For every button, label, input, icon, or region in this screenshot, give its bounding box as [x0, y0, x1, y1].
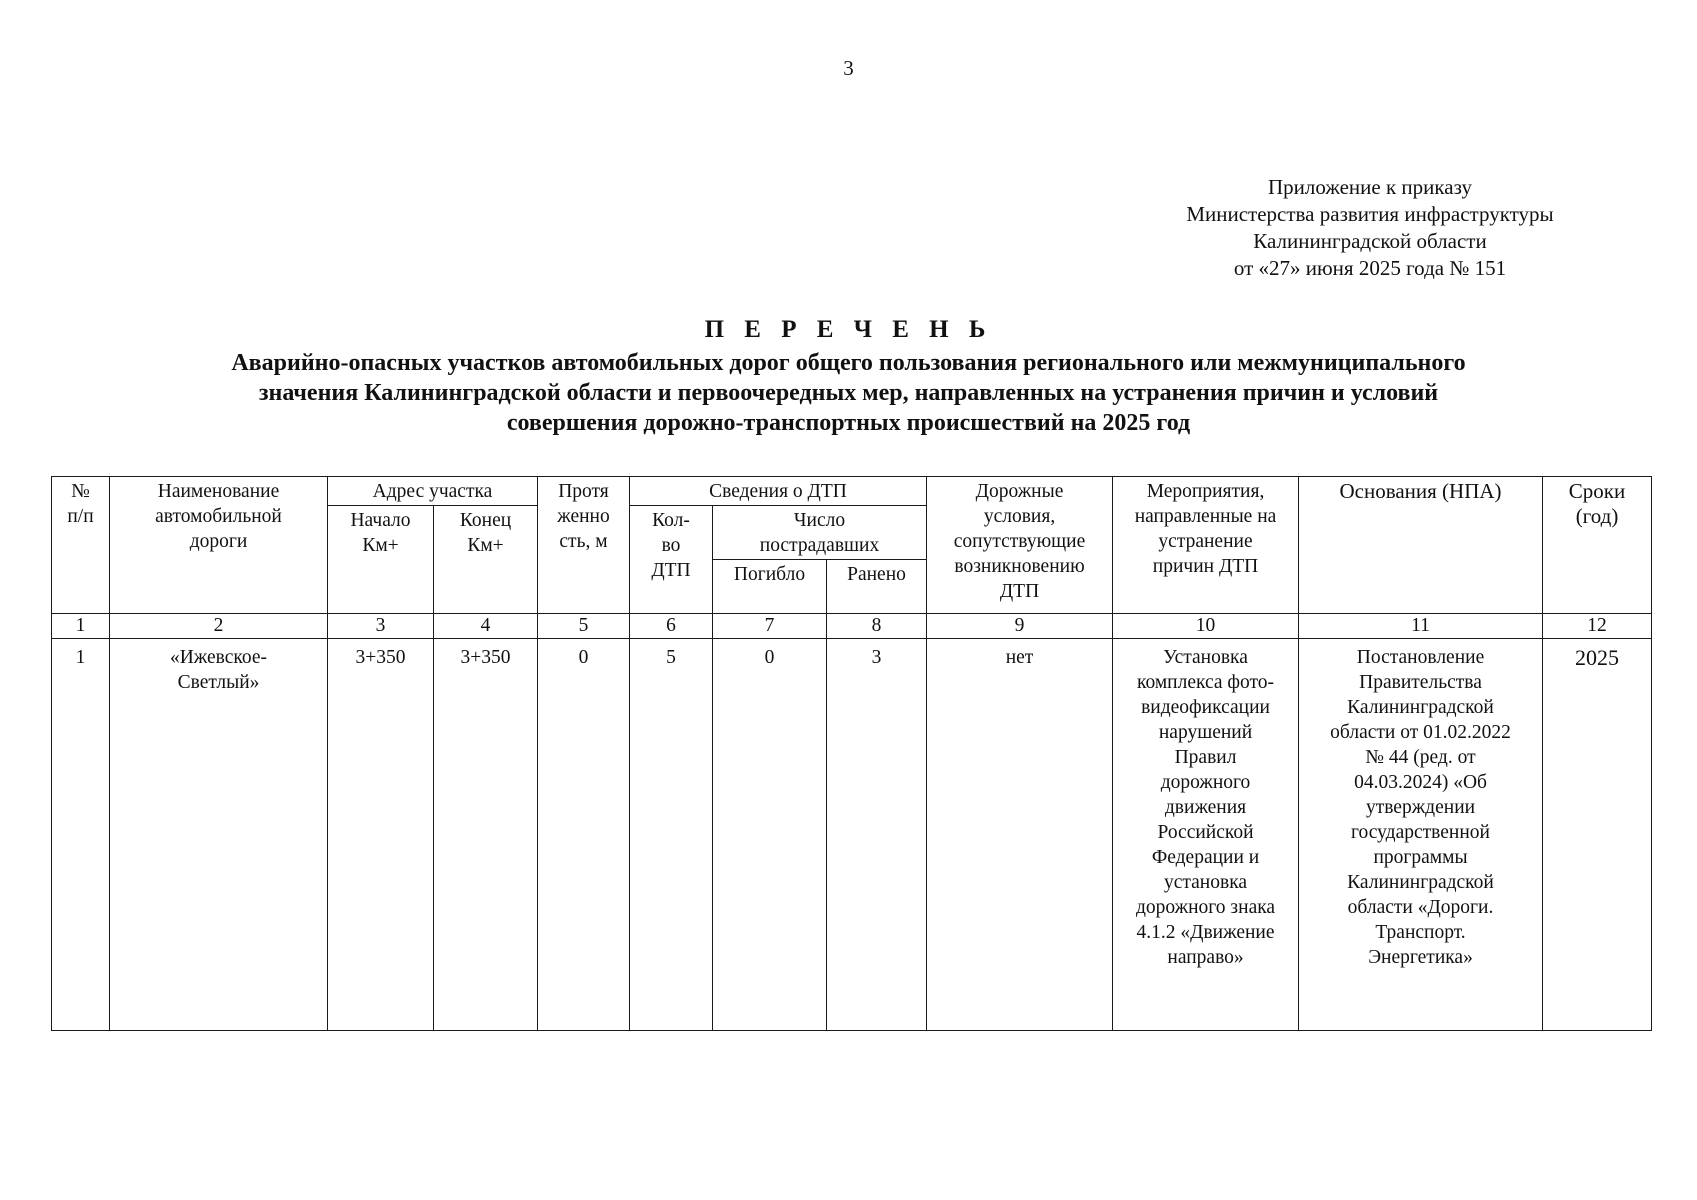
header-length: Протя женно сть, м [538, 477, 630, 614]
cell-end: 3+350 [434, 639, 538, 1031]
header-measures: Мероприятия, направленные на устранение причин ДТП [1113, 477, 1299, 614]
header-address: Адрес участка [328, 477, 538, 506]
header-road-name: Наименование автомобильной дороги [110, 477, 328, 614]
cell-basis: Постановление Правительства Калининградской области от 01.02.2022 № 44 (ред. от 04.03.2024) «Об утверждении государственной программы Калининградской области «Дороги. Транспорт. Энергетика» [1299, 639, 1543, 1031]
column-number: 11 [1299, 614, 1543, 639]
cell-dtp-count: 5 [630, 639, 713, 1031]
cell-start: 3+350 [328, 639, 434, 1031]
title-subtitle [80, 348, 1617, 438]
page-number: 3 [843, 56, 854, 80]
title-sub-line: значения Калининградской области и первоочередных мер, направленных на устранения причин и условий [258, 380, 1439, 406]
cell-num: 1 [52, 639, 110, 1031]
column-number: 2 [110, 614, 328, 639]
title-sub-line: совершения дорожно-транспортных происшествий на 2025 год [506, 410, 1191, 436]
document-title [80, 316, 1617, 438]
column-number: 12 [1543, 614, 1652, 639]
appendix-line: Калининградской области [1253, 229, 1487, 253]
appendix-line: Министерства развития инфраструктуры [1186, 202, 1554, 226]
appendix-line: от «27» июня 2025 года № 151 [1233, 256, 1507, 280]
column-number: 4 [434, 614, 538, 639]
header-basis: Основания (НПА) [1299, 477, 1543, 614]
header-dtp-info: Сведения о ДТП [630, 477, 927, 506]
column-number: 8 [827, 614, 927, 639]
appendix-note [1150, 174, 1590, 282]
header-num: № п/п [52, 477, 110, 614]
header-road-conditions: Дорожные условия, сопутствующие возникновению ДТП [927, 477, 1113, 614]
column-number: 1 [52, 614, 110, 639]
column-number: 7 [713, 614, 827, 639]
cell-measures: Установка комплекса фото- видеофиксации нарушений Правил дорожного движения Российской Федерации и установка дорожного знака 4.1.2 «Движение направо» [1113, 639, 1299, 1031]
column-number: 10 [1113, 614, 1299, 639]
header-injured: Ранено [827, 560, 927, 614]
header-end: Конец Км+ [434, 506, 538, 614]
cell-length: 0 [538, 639, 630, 1031]
header-killed: Погибло [713, 560, 827, 614]
table-row [52, 639, 1652, 1031]
header-dtp-count: Кол- во ДТП [630, 506, 713, 614]
title-sub-line: Аварийно-опасных участков автомобильных дорог общего пользования регионального или межмуниципального [231, 350, 1466, 376]
column-number: 5 [538, 614, 630, 639]
cell-injured: 3 [827, 639, 927, 1031]
header-victims: Число пострадавших [713, 506, 927, 560]
header-start: Начало Км+ [328, 506, 434, 614]
cell-road-conditions: нет [927, 639, 1113, 1031]
accident-sites-table [51, 476, 1652, 1031]
column-number-row [52, 614, 1652, 639]
cell-terms: 2025 [1543, 639, 1652, 1031]
title-main: П Е Р Е Ч Е Н Ь [704, 316, 993, 343]
cell-killed: 0 [713, 639, 827, 1031]
appendix-line: Приложение к приказу [1268, 175, 1472, 199]
column-number: 9 [927, 614, 1113, 639]
column-number: 3 [328, 614, 434, 639]
header-terms: Сроки (год) [1543, 477, 1652, 614]
cell-road-name: «Ижевское- Светлый» [110, 639, 328, 1031]
column-number: 6 [630, 614, 713, 639]
